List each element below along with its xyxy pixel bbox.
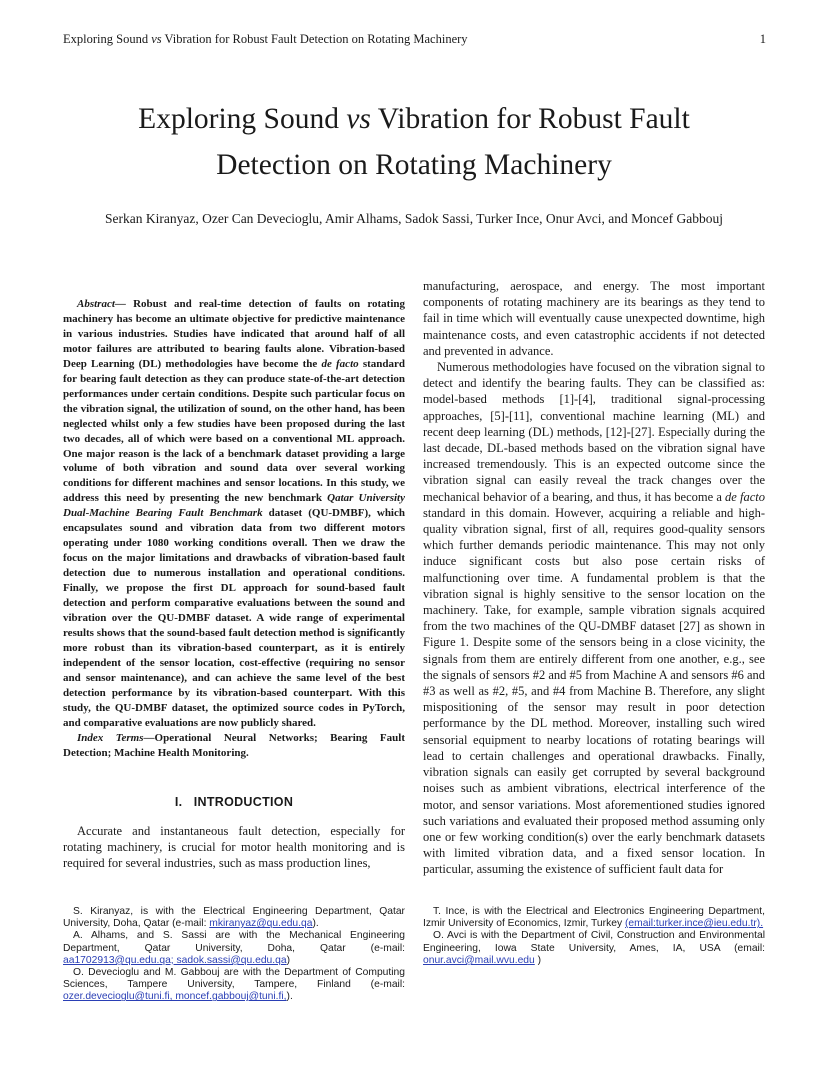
email-link[interactable]: onur.avci@mail.wvu.edu [423, 954, 535, 966]
footnote-devecioglu-gabbouj: O. Devecioglu and M. Gabbouj are with the Department of Computing Sciences, Tampere University, Tampere, Finland (e-mail: ozer.devecioglu@tuni.fi, moncef.gabbouj@tuni.fi,). [63, 967, 405, 1003]
index-terms: Index Terms—Operational Neural Networks; Bearing Fault Detection; Machine Health Monitoring. [63, 731, 405, 759]
email-link[interactable]: mkiranyaz@qu.edu.qa [209, 918, 313, 930]
footnote-kiranyaz: S. Kiranyaz, is with the Electrical Engineering Department, Qatar University, Doha, Qatar (e-mail: mkiranyaz@qu.edu.qa). [63, 906, 405, 930]
running-header [63, 31, 766, 47]
email-link[interactable]: ozer.devecioglu@tuni.fi, moncef.gabbouj@tuni.fi, [63, 991, 287, 1003]
author-list: Serkan Kiranyaz, Ozer Can Devecioglu, Amir Alhams, Sadok Sassi, Turker Ince, Onur Avci, and Moncef Gabbouj [105, 211, 723, 226]
title-line2: Detection on Rotating Machinery [216, 149, 612, 181]
email-link[interactable]: (email:turker.ince@ieu.edu.tr). [624, 918, 764, 930]
footnotes-left [63, 906, 405, 1004]
left-column [63, 278, 405, 871]
abstract: Abstract— Robust and real-time detection of faults on rotating machinery has become an ultimate objective for predictive maintenance in various industries. Studies have indicated that around half of all motor failures are attributed to bearing faults alone. Vibration-based Deep Learning (DL) methodologies have become the de facto standard for bearing fault detection as they can produce state-of-the-art detection performances under certain conditions. Despite such particular focus on the vibration signal, the utilization of sound, on the other hand, has been neglected whilst only a few studies have been proposed during the last two decades, all of which were based on a conventional ML approach. One major reason is the lack of a benchmark dataset providing a large volume of both vibration and sound data over several working conditions for different machines and sensor locations. In this study, we address this need by presenting the new benchmark Qatar University Dual-Machine Bearing Fault Benchmark dataset (QU-DMBF), which encapsulates sound and vibration data from two different motors operating under 1080 working conditions overall. Then we draw the focus on the major limitations and drawbacks of vibration-based fault detection due to numerous installation and operational conditions. Finally, we propose the first DL approach for sound-based fault detection and perform comparative evaluations between the sound and vibration over the QU-DMBF dataset. A wide range of experimental results shows that the sound-based fault detection method is significantly more robust than its vibration-based counterpart, as it is entirely independent of the sensor location, cost-effective (requiring no sensor and sensor maintenance), and can achieve the same level of the best detection performance by its vibration-based counterpart. With this study, the QU-DMBF dataset, the optimized source codes in PyTorch, and comparative evaluations are now publicly shared. [63, 298, 405, 729]
footnote-avci: O. Avci is with the Department of Civil, Construction and Environmental Engineering, Iowa State University, Ames, IA, USA (email: onur.avci@mail.wvu.edu ) [423, 930, 765, 966]
running-title: Exploring Sound vs Vibration for Robust Fault Detection on Rotating Machinery [63, 32, 468, 46]
intro-paragraph-2: Numerous methodologies have focused on the vibration signal to detect and identify the bearing faults. They can be classified as: model-based methods [1]-[4], traditional signal-processing approaches, [5]-[11], conventional machine learning (ML) and recent deep learning (DL) methods, [12]-[27]. Especially during the last decade, DL-based methods based on the vibration signal have increased tremendously. This is an expected outcome since the vibration signal can easily reveal the track changes over the mechanical behavior of a bearing, and thus, it has become a de facto standard in this domain. However, acquiring a reliable and high-quality vibration signal, first of all, requires good-quality sensors which further demands periodic maintenance. This may not only induce significant costs but also pose certain risks of malfunctioning over time. A fundamental problem is that the vibration signal is highly sensitive to the sensor location on the machinery. Take, for example, sample vibration signals acquired from the two machines of the QU-DMBF dataset [27] as shown in Figure 1. Despite some of the sensors being in a close vicinity, the signals from them are entirely different from one another, e.g., see the signals of sensors #2 and #5 from Machine A and sensors #6 and #3 as well as #2, #5, and #4 from Machine B. Therefore, any slight mispositioning of the sensor may result in poor detection performance by the DL method. Moreover, installing such wired sensorial equipment to nearby locations of rotating bearings will lead to certain challenges and operational drawbacks. Finally, vibration signals can easily get corrupted by several background noises such as ambient vibrations, electrical interference of the motor, and sensor variations. Most aforementioned studies ignored such variations and evaluated their proposed method assuming only one or few working condition(s) over the early benchmark datasets with limited vibration data, and a fixed sensor location. In particular, assuming the existence of sufficient fault data for [423, 360, 766, 877]
footnotes-right [423, 906, 765, 967]
intro-paragraph-1: Accurate and instantaneous fault detection, especially for rotating machinery, is crucial for motor health monitoring and is required for several industries, such as mass production lines, [63, 823, 405, 870]
abstract-label: Abstract— [77, 298, 126, 310]
page-number: 1 [759, 32, 766, 46]
intro-paragraph-1-continued: manufacturing, aerospace, and energy. The most important components of rotating machinery are its bearings as they tend to fail in time which will eventually cause unexpected downtime, high maintenance costs, and even catastrophic accidents if not detected and prevented in advance. [423, 279, 765, 358]
paper-title [60, 96, 768, 188]
footnote-alhams-sassi: A. Alhams, and S. Sassi are with the Mechanical Engineering Department, Qatar University, Doha, Qatar (e-mail: aa1702913@qu.edu.qa; sadok.sassi@qu.edu.qa) [63, 930, 405, 966]
email-link[interactable]: aa1702913@qu.edu.qa; sadok.sassi@qu.edu.qa [63, 954, 287, 966]
title-line1: Exploring Sound vs Vibration for Robust Fault [138, 103, 690, 135]
right-column [423, 278, 765, 878]
section-heading-introduction: I. INTRODUCTION [174, 794, 294, 809]
footnote-ince: T. Ince, is with the Electrical and Electronics Engineering Department, Izmir University of Economics, Izmir, Turkey (email:turker.ince@ieu.edu.tr). [423, 906, 765, 930]
